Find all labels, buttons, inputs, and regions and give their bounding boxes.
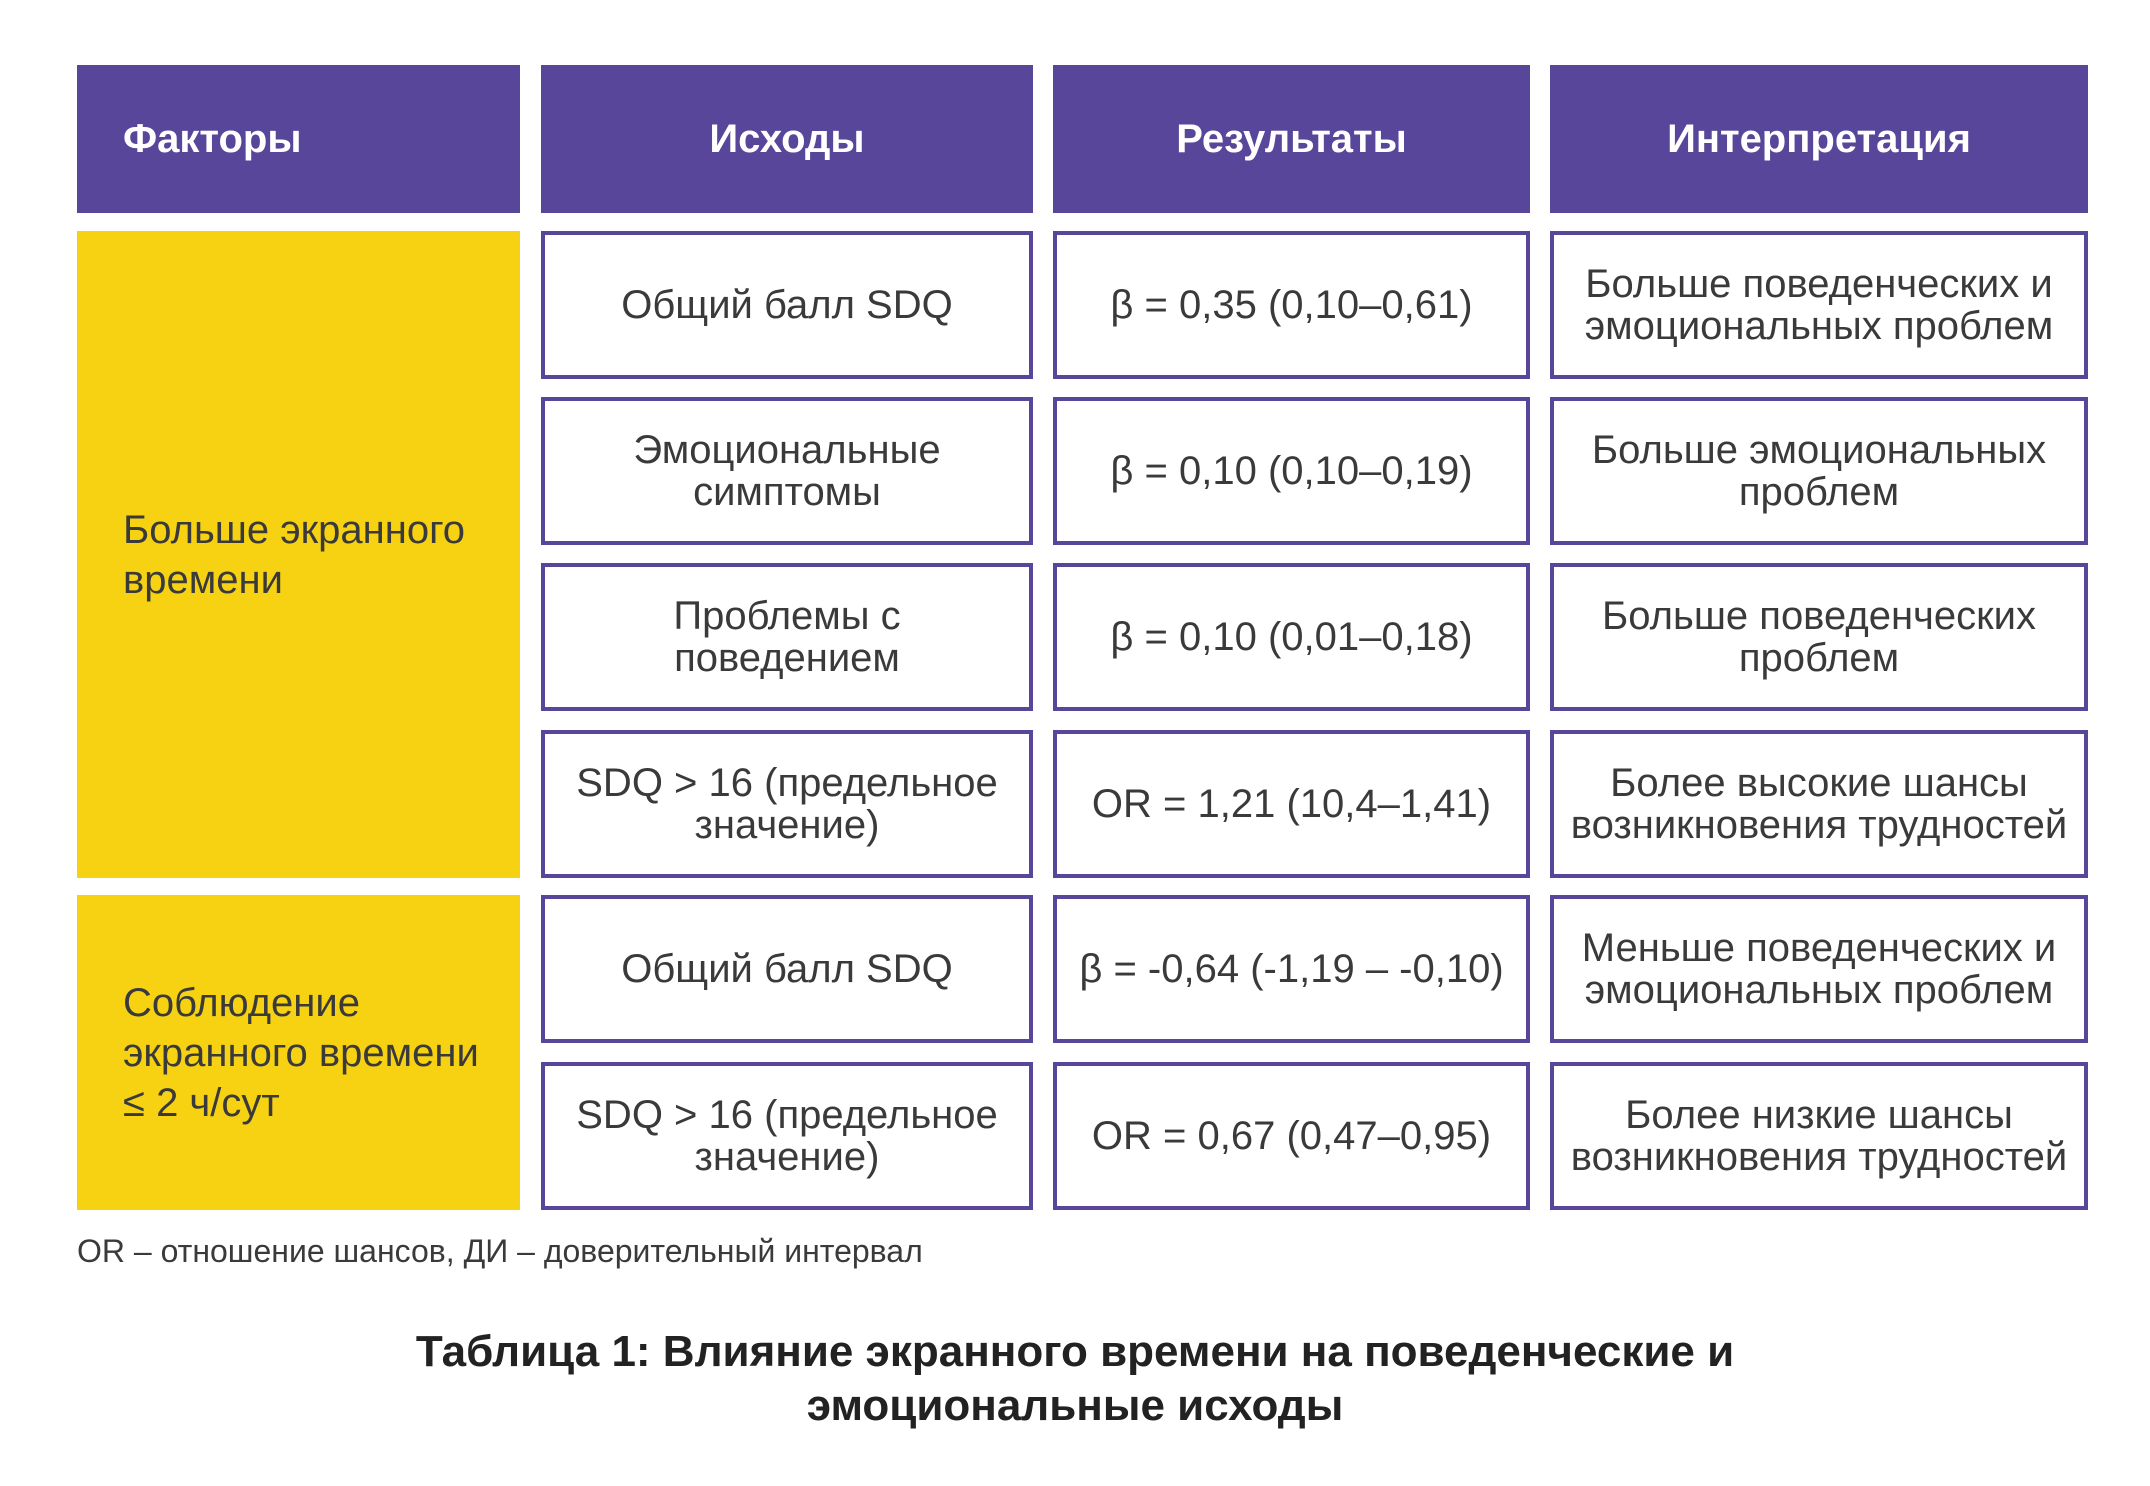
result-text: OR = 0,67 (0,47–0,95) [1091,1114,1492,1158]
result-text: β = 0,35 (0,10–0,61) [1110,283,1473,327]
header-interpretation-label: Интерпретация [1667,116,1971,161]
result-cell [1053,563,1530,711]
outcome-text: SDQ > 16 (предельное значение) [576,1093,998,1179]
interpretation-cell [1550,1062,2088,1210]
header-outcomes-label: Исходы [709,116,865,161]
result-text: β = -0,64 (-1,19 – -0,10) [1079,947,1504,991]
header-factors [77,65,520,213]
outcome-cell [541,397,1033,545]
result-text: β = 0,10 (0,01–0,18) [1110,615,1473,659]
footnote: OR – отношение шансов, ДИ – доверительный интервал [77,1233,923,1269]
interpretation-cell [1550,397,2088,545]
header-results [1053,65,1530,213]
interpretation-cell [1550,231,2088,379]
factor-label: Соблюдение экранного времени ≤ 2 ч/сут [123,980,479,1125]
interpretation-cell [1550,895,2088,1043]
outcome-text: Общий балл SDQ [621,947,953,991]
result-cell [1053,1062,1530,1210]
interpretation-text: Больше поведенческих проблем [1602,594,2036,680]
header-results-label: Результаты [1176,116,1407,161]
result-cell [1053,397,1530,545]
table-caption: Таблица 1: Влияние экранного времени на поведенческие и эмоциональные исходы [415,1327,1735,1430]
interpretation-text: Меньше поведенческих и эмоциональных проблем [1581,926,2057,1012]
outcome-cell [541,895,1033,1043]
outcome-cell [541,730,1033,878]
result-cell [1053,730,1530,878]
result-text: OR = 1,21 (10,4–1,41) [1091,782,1492,826]
outcome-cell [541,231,1033,379]
header-interpretation [1550,65,2088,213]
result-text: β = 0,10 (0,10–0,19) [1110,449,1473,493]
factor-label: Больше экранного времени [123,507,466,602]
interpretation-cell [1550,730,2088,878]
outcome-text: Эмоциональные симптомы [633,428,941,514]
interpretation-text: Больше эмоциональных проблем [1591,428,2047,514]
header-outcomes [541,65,1033,213]
factor-more-screen-time [77,231,520,878]
header-factors-label: Факторы [123,116,302,161]
outcome-cell [541,1062,1033,1210]
outcome-cell [541,563,1033,711]
outcome-text: SDQ > 16 (предельное значение) [576,761,998,847]
factor-screen-time-limit [77,895,520,1210]
outcome-text: Проблемы с поведением [673,594,901,680]
interpretation-text: Более низкие шансы возникновения трудностей [1570,1093,2068,1179]
result-cell [1053,895,1530,1043]
outcome-text: Общий балл SDQ [621,283,953,327]
interpretation-cell [1550,563,2088,711]
interpretation-text: Больше поведенческих и эмоциональных проблем [1584,262,2054,348]
interpretation-text: Более высокие шансы возникновения трудностей [1570,761,2068,847]
result-cell [1053,231,1530,379]
